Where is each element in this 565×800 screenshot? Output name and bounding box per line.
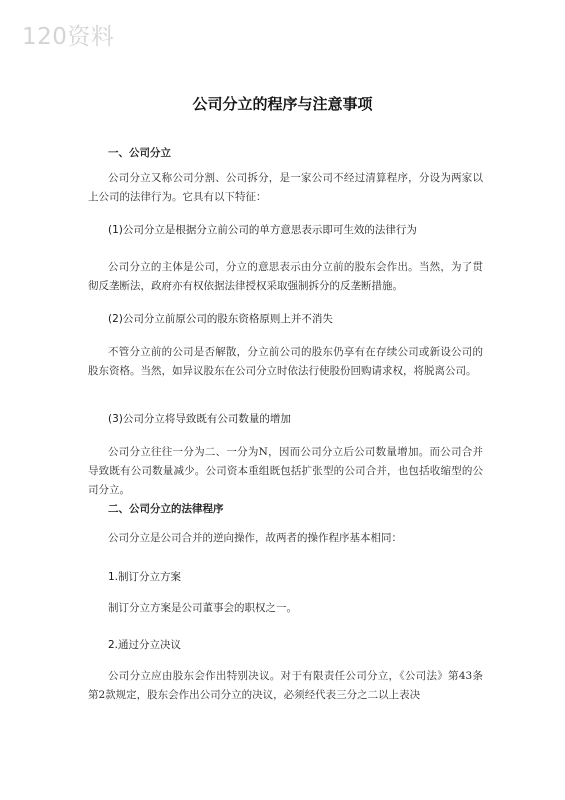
step-heading-2: 2.通过分立决议 — [108, 639, 182, 651]
paragraph-procedure-intro: 公司分立是公司合并的逆向操作，故两者的操作程序基本相同： — [108, 532, 402, 544]
paragraph-definition: 公司分立又称公司分割、公司拆分，是一家公司不经过清算程序，分设为两家以上公司的法律行为。它具有以下特征： — [88, 172, 483, 203]
watermark-logo: 120资料 — [22, 24, 115, 50]
paragraph-feature-3: 公司分立往往一分为二、一分为N，因而公司分立后公司数量增加。而公司合并导致既有公司数量减少。公司资本重组既包括扩张型的公司合并，也包括收缩型的公司分立。 — [88, 446, 483, 496]
paragraph-step-1: 制订分立方案是公司董事会的职权之一。 — [108, 602, 297, 614]
section-heading-legal-procedure: 二、公司分立的法律程序 — [108, 503, 224, 515]
feature-heading-3: (3)公司分立将导致既有公司数量的增加 — [108, 413, 291, 425]
section-heading-company-division: 一、公司分立 — [108, 147, 171, 159]
feature-heading-2: (2)公司分立前原公司的股东资格原则上并不消失 — [108, 313, 333, 325]
feature-heading-1: (1)公司分立是根据分立前公司的单方意思表示即可生效的法律行为 — [108, 224, 417, 236]
paragraph-feature-1: 公司分立的主体是公司，分立的意思表示由分立前的股东会作出。当然，为了贯彻反垄断法，政府亦有权依据法律授权采取强制拆分的反垄断措施。 — [88, 261, 483, 292]
document-title: 公司分立的程序与注意事项 — [192, 95, 373, 113]
paragraph-feature-2: 不管分立前的公司是否解散，分立前公司的股东仍享有在存续公司或新设公司的股东资格。当然，如异议股东在公司分立时依法行使股份回购请求权，将脱离公司。 — [88, 346, 483, 377]
step-heading-1: 1.制订分立方案 — [108, 571, 182, 583]
paragraph-step-2: 公司分立应由股东会作出特别决议。对于有限责任公司分立，《公司法》第43条第2款规定，股东会作出公司分立的决议，必须经代表三分之二以上表决 — [88, 670, 483, 701]
